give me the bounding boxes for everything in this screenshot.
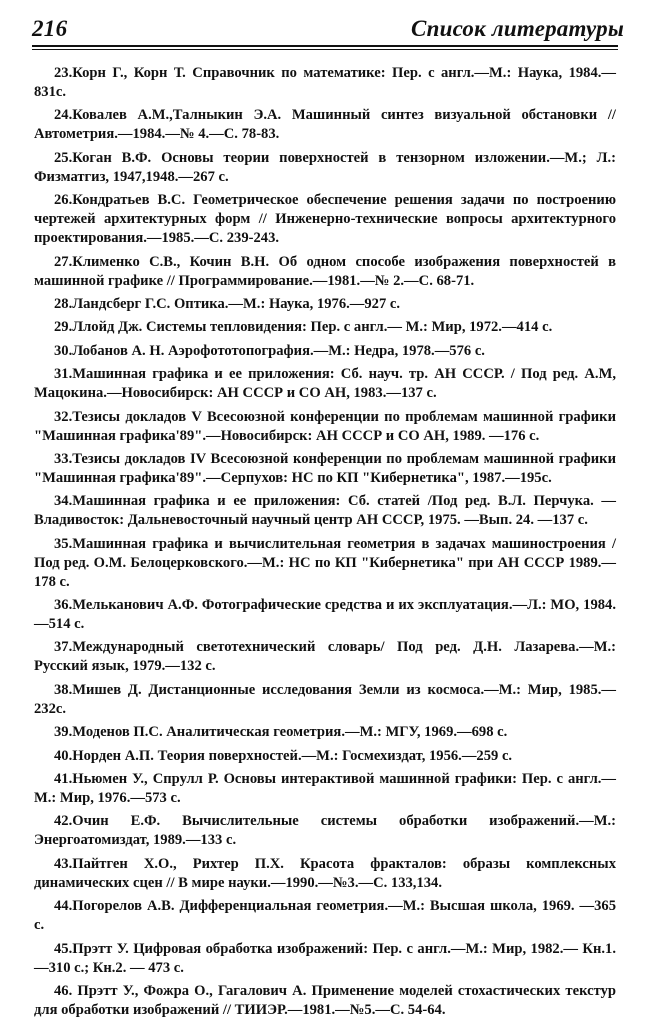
reference-item: 28.Ландсберг Г.С. Оптика.—М.: Наука, 1976.—927 с. [54, 295, 401, 312]
page-header [32, 14, 624, 48]
reference-item: 39.Моденов П.С. Аналитическая геометрия.—М.: МГУ, 1969.—698 с. [54, 724, 508, 741]
reference-item: 34.Машинная графика и ее приложения: Сб. статей /Под ред. В.Л. Перчука. —Владивосток: Дальневосточный научный центр АН СССР, 1975. —Вып. 24. —137 с. [34, 493, 616, 529]
reference-item: 31.Машинная графика и ее приложения: Сб. науч. тр. АН СССР. / Под ред. А.М, Мацокина.—Новосибирск: АН СССР и СО АН, 1983.—137 с. [34, 366, 616, 402]
reference-item: 36.Мельканович А.Ф. Фотографические средства и их эксплуатация.—Л.: МО, 1984.—514 с. [34, 597, 616, 633]
header-rule-thin [32, 49, 618, 50]
reference-list [34, 64, 616, 1024]
reference-item: 32.Тезисы докладов V Всесоюзной конференции по проблемам машинной графики "Машинная графика'89".—Новосибирск: АН СССР и СО АН, 1989. —176 с. [34, 408, 616, 444]
reference-item: 35.Машинная графика и вычислительная геометрия в задачах машиностроения / Под ред. О.М. Белоцерковского.—М.: НС по КП "Кибернетика" при АН СССР 1989.—178 с. [34, 535, 616, 590]
reference-item: 43.Пайтген Х.О., Рихтер П.Х. Красота фракталов: образы комплексных динамических сцен // В мире науки.—1990.—№3.—С. 133,134. [34, 855, 616, 891]
reference-item: 37.Международный светотехнический словарь/ Под ред. Д.Н. Лазарева.—М.: Русский язык, 1979.—132 с. [34, 639, 616, 675]
header-rule [32, 45, 618, 47]
reference-item: 23.Корн Г., Корн Т. Справочник по математике: Пер. с англ.—М.: Наука, 1984.—831с. [34, 65, 616, 100]
reference-item: 26.Кондратьев В.С. Геометрическое обеспечение решения задачи по построению чертежей архитектурных форм // Инженерно-технические вопросы архитектурного проектирования.—1985.—С. 239-243. [34, 192, 616, 247]
reference-item: 44.Погорелов А.В. Дифференциальная геометрия.—М.: Высшая школа, 1969. —365 с. [34, 898, 616, 934]
reference-item: 30.Лобанов А. Н. Аэрофототопография.—М.: Недра, 1978.—576 с. [54, 342, 485, 359]
reference-item: 46. Прэтт У., Фожра О., Гагалович А. Применение моделей стохастических текстур для обработки изображений // ТИИЭР.—1981.—№5.—С. 54-64. [34, 982, 616, 1018]
section-title: Список литературы [411, 16, 624, 41]
page-number: 216 [32, 16, 68, 41]
reference-item: 45.Прэтт У. Цифровая обработка изображений: Пер. с англ.—М.: Мир, 1982.— Кн.1.—310 с.; Кн.2. — 473 с. [34, 940, 616, 976]
reference-item: 33.Тезисы докладов IV Всесоюзной конференции по проблемам машинной графики "Машинная графика'89".—Серпухов: НС по КП "Кибернетика", 1987.—195с. [34, 450, 616, 486]
reference-item: 25.Коган В.Ф. Основы теории поверхностей в тензорном изложении.—М.; Л.: Физматгиз, 1947,1948.—267 с. [34, 149, 616, 185]
reference-item: 29.Ллойд Дж. Системы тепловидения: Пер. с англ.— М.: Мир, 1972.—414 с. [54, 319, 553, 336]
reference-item: 38.Мишев Д. Дистанционные исследования Земли из космоса.—М.: Мир, 1985.—232с. [34, 681, 616, 717]
reference-item: 24.Ковалев А.М.,Талныкин Э.А. Машинный синтез визуальной обстановки // Автометрия.—1984.—№ 4.—С. 78-83. [34, 107, 616, 143]
reference-item: 40.Норден А.П. Теория поверхностей.—М.: Госмехиздат, 1956.—259 с. [54, 747, 513, 764]
reference-item: 27.Клименко С.В., Кочин В.Н. Об одном способе изображения поверхностей в машинной графике // Программирование.—1981.—№ 2.—С. 68-71. [34, 253, 616, 289]
reference-item: 42.Очин Е.Ф. Вычислительные системы обработки изображений.—М.: Энергоатомиздат, 1989.—133 с. [34, 813, 616, 849]
reference-item: 41.Ньюмен У., Спрулл Р. Основы интерактивой машинной графики: Пер. с англ.—М.: Мир, 1976.—573 с. [34, 771, 616, 807]
